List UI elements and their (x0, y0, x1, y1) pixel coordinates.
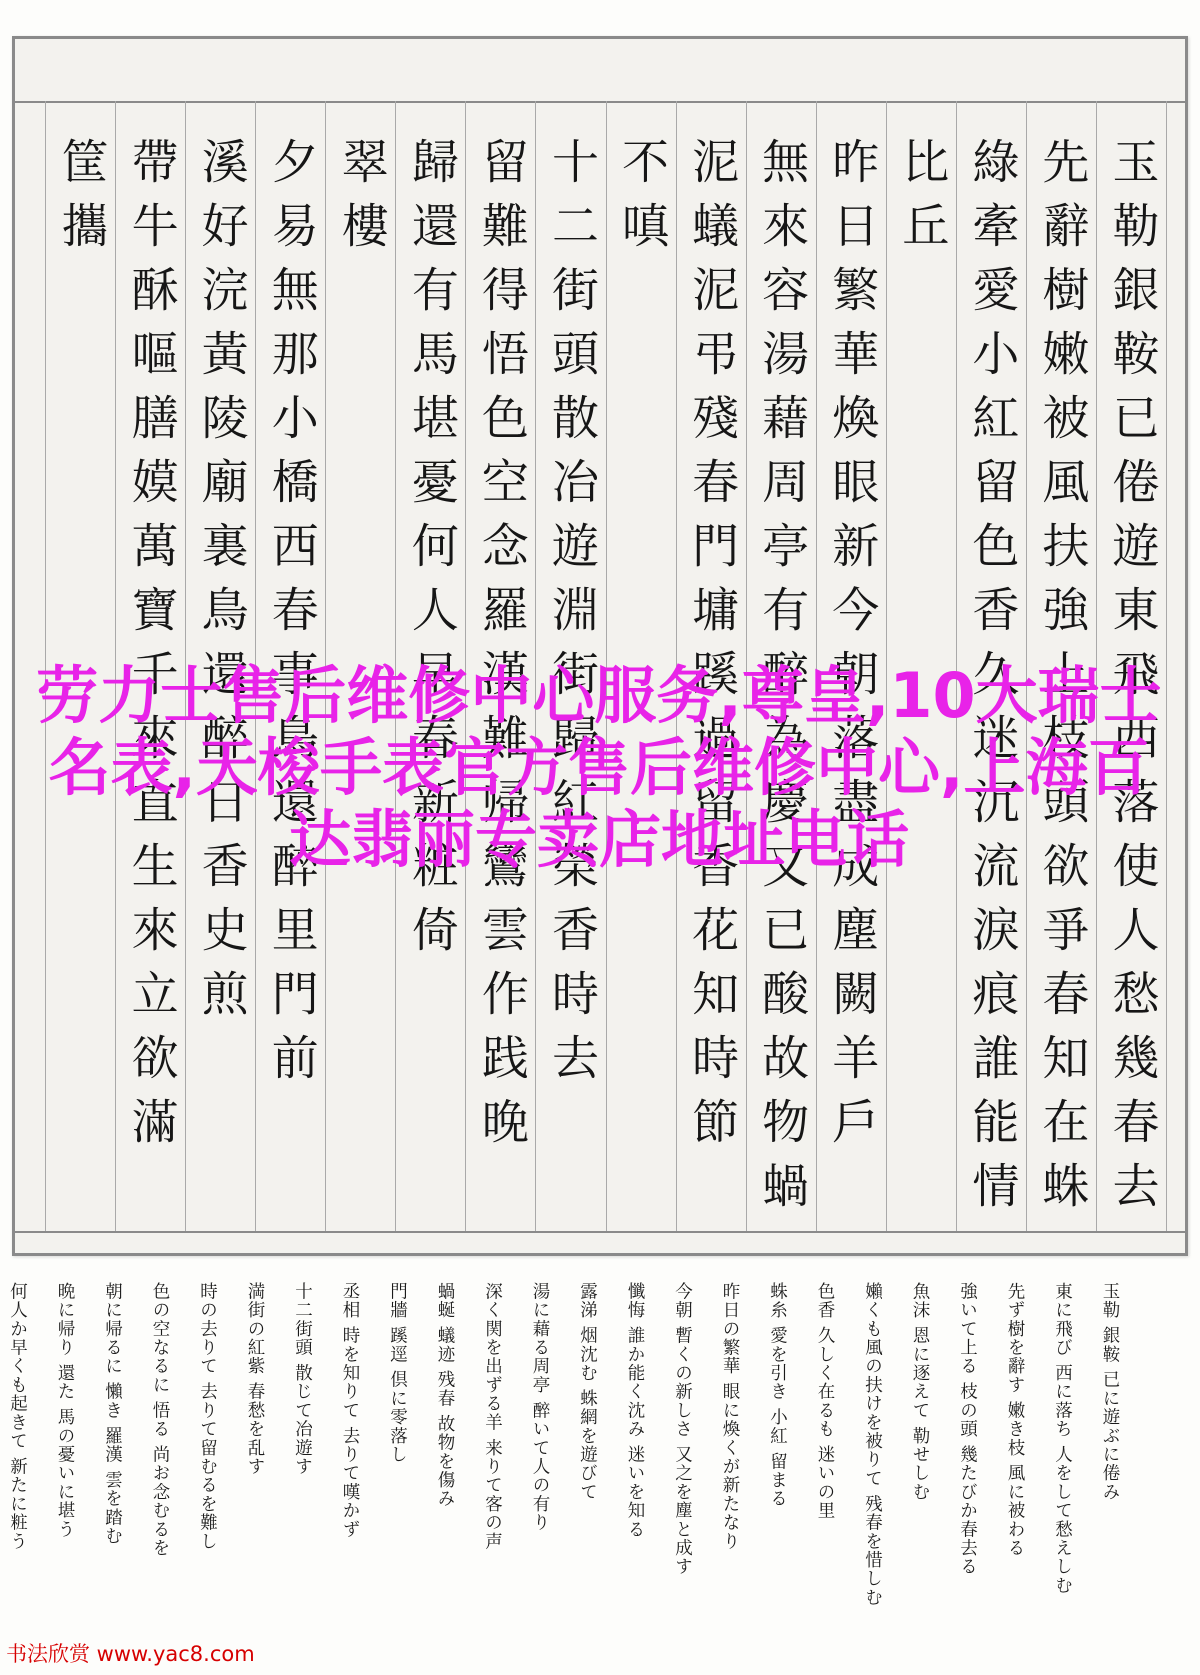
manuscript-column-text: 翠樓 (333, 137, 389, 265)
manuscript-column-text: 筐攜 (53, 137, 109, 265)
transcription-column: 深く関を出ずる羊 来りて客の声 (482, 1282, 503, 1551)
transcription-column: 朝に帰るに 懶き 羅漢 雲を踏む (102, 1282, 123, 1546)
transcription-column: 満街の紅紫 春愁を乱す (245, 1282, 265, 1476)
manuscript-column-text: 泥蟻泥弔殘春門墉蹊過留香花知時節 (684, 137, 740, 1161)
manuscript-column-text: 歸還有馬堪憂何人早春新粧倚 (403, 137, 459, 969)
transcription-column: 嬾くも風の扶けを被りて 残春を惜しむ (862, 1282, 883, 1607)
transcription-column: 十二街頭 散じて冶遊す (292, 1282, 313, 1476)
transcription-column: 魚沫 恩に逐えて 勒せしむ (910, 1282, 930, 1502)
transcription-column: 湯に藉る周亭 醉いて人の有り (530, 1282, 550, 1532)
transcription-column: 今朝 暫くの新しさ 又之を塵と成す (672, 1282, 693, 1577)
manuscript-image (12, 36, 1188, 1256)
manuscript-footer-band (15, 1231, 1185, 1253)
manuscript-column-text: 留難得悟色空念羅漢難帰鸞雲作践晚 (473, 137, 529, 1161)
transcription-column: 強いて上る 枝の頭 幾たびか春去る (957, 1282, 978, 1577)
manuscript-header-band (15, 39, 1185, 103)
transcription-column: 色香 久しく在るも 迷いの里 (815, 1282, 835, 1520)
transcription-column: 蝸蜒 蟻迹 残春 故物を傷み (435, 1282, 455, 1508)
transcription-column: 何人か早くも起きて 新たに粧う (7, 1282, 28, 1551)
manuscript-column-text: 不嗔 (614, 137, 670, 265)
transcription-column: 昨日の繁華 眼に煥くが新たなり (720, 1282, 740, 1551)
transcription-column: 東に飛び 西に落ち 人をして愁えしむ (1052, 1282, 1073, 1595)
transcription-column: 蛛糸 愛を引き 小紅 留まる (767, 1282, 788, 1508)
manuscript-column-text: 夕易無那小橋西春事鳥還醉里門前 (263, 137, 319, 1097)
transcription-column: 露涕 烟沈む 蛛網を遊びて (577, 1282, 598, 1502)
transcription-column: 玉勒 銀鞍 已に遊ぶに倦み (1100, 1282, 1120, 1502)
manuscript-column-text: 玉勒銀鞍已倦遊東飛西落使人愁幾春去 (1104, 137, 1160, 1225)
manuscript-column-text: 先辭樹嫩被風扶強上枝頭欲爭春知在蛛 (1034, 137, 1090, 1225)
manuscript-column-text: 帶牛酥嘔膳嫫萬寶千來直生來立欲滿 (123, 137, 179, 1161)
transcription-column: 門牆 蹊逕 倶に零落し (387, 1282, 408, 1464)
transcription-column: 晩に帰り 還た 馬の憂いに堪う (55, 1282, 75, 1539)
transcription-column: 先ず樹を辭す 嫩き枝 風に被わる (1005, 1282, 1025, 1558)
transcription-column: 丞相 時を知りて 去りて嘆かず (340, 1282, 360, 1539)
manuscript-column-text: 比丘 (894, 137, 950, 265)
transcription-column: 時の去りて 去りて留むるを難し (197, 1282, 218, 1551)
manuscript-column-text: 昨日繁華煥眼新今朝落盡成塵闕羊戶 (824, 137, 880, 1161)
manuscript-column-text: 綠牽愛小紅留色香久迷沉流淚痕誰能情 (964, 137, 1020, 1225)
transcription-block (7, 1282, 1120, 1634)
transcription-column: 色の空なるに 悟る 尚お念むるを (150, 1282, 170, 1558)
overlay-title: 劳力士售后维修中心服务,尊皇,10大瑞士名表,天梭手表官方售后维修中心,上海百达翡丽专卖店地址电话 (36, 659, 1162, 876)
watermark: 书法欣赏 www.yac8.com (6, 1642, 255, 1666)
manuscript-column-text: 溪好浣黃陵廟裏鳥還醉日香史煎 (193, 137, 249, 1033)
transcription-column: 懺悔 誰か能く沈み 迷いを知る (625, 1282, 645, 1539)
manuscript-column-text: 十二街頭散冶遊淵街歸紅榮香時去 (543, 137, 599, 1097)
manuscript-column-text: 無來容湯藉周亭有醉為慶又已酸故物蝸 (754, 137, 810, 1225)
